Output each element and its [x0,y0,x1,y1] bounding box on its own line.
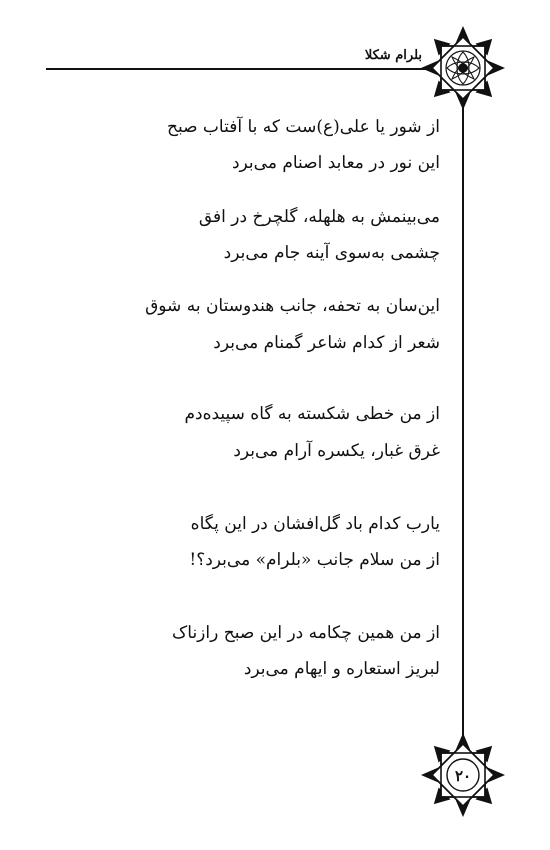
poem-line: یارب کدام باد گل‌افشان در این پگاه [190,514,440,534]
running-header-author: بلرام شکلا [364,48,422,63]
poem-line: از من همین چکامه در این صبح رازناک [172,623,440,643]
poem-line: غرق غبار، یکسره آرام می‌برد [233,441,440,461]
poem-body [100,0,440,850]
side-rule [462,100,464,745]
poem-line: لبریز استعاره و ایهام می‌برد [243,659,440,679]
poem-line: از من سلام جانب «بلرام» می‌برد؟! [189,550,440,570]
poem-line: این نور در معابد اصنام می‌برد [231,153,440,173]
poem-line: این‌سان به تحفه، جانب هندوستان به شوق [145,296,440,316]
poem-line: از شور یا علی(ع)ست که با آفتاب صبح [166,117,440,137]
poem-line: شعر از کدام شاعر گمنام می‌برد [213,333,440,353]
poem-line: از من خطی شکسته به گاه سپیده‌دم [184,404,440,424]
poem-line: چشمی به‌سوی آینه جام می‌برد [223,243,440,263]
poem-line: می‌بینمش به هلهله، گلچرخ در افق [198,207,440,227]
page-number: ۲۰ [454,767,472,785]
